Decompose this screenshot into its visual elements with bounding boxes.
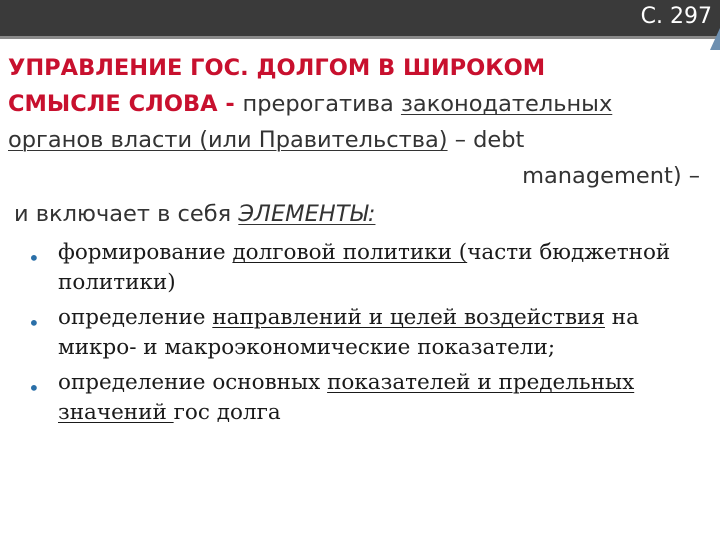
list-item — [28, 368, 708, 428]
heading-text-4: management) – — [522, 163, 700, 189]
bullet-icon: • — [28, 246, 40, 270]
heading-text-5: и включает в себя — [14, 201, 239, 227]
list-item-text: гос долга — [173, 400, 281, 425]
list-item-underlined: долговой политики ( — [232, 240, 468, 265]
heading-red-part-1: УПРАВЛЕНИЕ ГОС. ДОЛГОМ В ШИРОКОМ — [8, 55, 546, 81]
heading-line-1 — [8, 50, 708, 86]
list-item-text: формирование — [58, 240, 233, 265]
list-item-underlined: показателей и предельных значений — [58, 370, 635, 425]
page-reference: С. 297 — [640, 4, 712, 29]
bullet-icon: • — [28, 311, 40, 335]
top-divider — [0, 36, 720, 39]
corner-accent-icon — [706, 28, 720, 50]
list-item-text: определение — [58, 305, 213, 330]
heading-line-3 — [8, 122, 708, 158]
top-bar — [0, 0, 720, 36]
list-item-underlined: направлений и целей воздействия — [212, 305, 605, 330]
bullet-icon: • — [28, 376, 40, 400]
heading-underlined-2: законодательных — [400, 91, 613, 117]
heading-underlined-3: органов власти (или Правительства) — [8, 127, 448, 153]
elements-list — [28, 238, 708, 433]
list-item — [28, 238, 708, 298]
heading-text-2: прерогатива — [242, 91, 401, 117]
heading-line-5 — [8, 196, 708, 232]
heading-elements-label: ЭЛЕМЕНТЫ: — [238, 201, 376, 227]
heading-line-2 — [8, 86, 708, 122]
heading-line-4 — [8, 158, 708, 194]
list-item — [28, 303, 708, 363]
list-item-text: на микро- и макроэкономические показатели; — [58, 305, 639, 360]
slide-heading — [8, 50, 708, 232]
list-item-text: части бюджетной политики) — [58, 240, 671, 295]
heading-red-part-2: СМЫСЛЕ СЛОВА - — [8, 91, 243, 117]
list-item-text: определение основных — [58, 370, 328, 395]
heading-text-3: – debt — [447, 127, 525, 153]
